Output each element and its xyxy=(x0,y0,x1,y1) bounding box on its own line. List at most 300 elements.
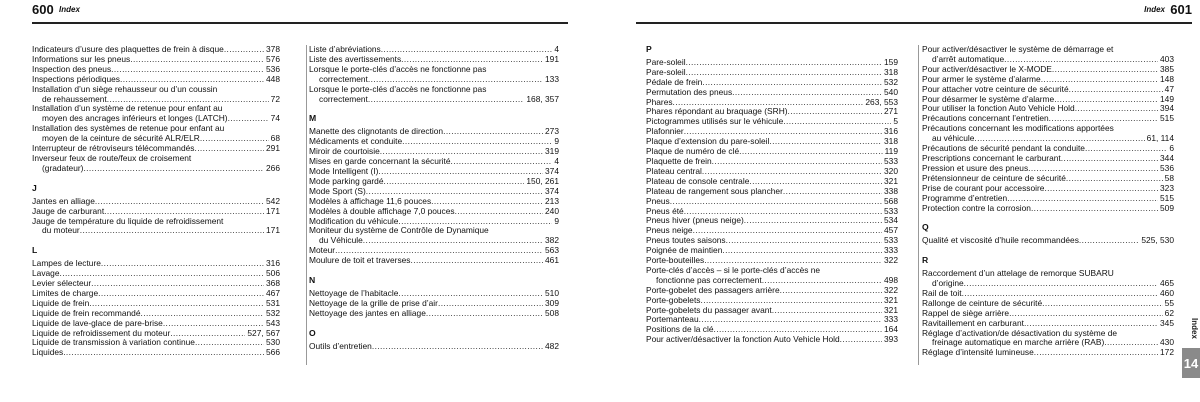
dot-leader xyxy=(1042,299,1163,309)
dot-leader xyxy=(372,342,543,352)
index-entry-text: Précautions de sécurité pendant la conduite xyxy=(922,143,1085,154)
index-entry-text: Jauge de carburant xyxy=(32,205,105,216)
index-entry-text: Mode Intelligent (I) xyxy=(309,165,379,176)
index-entry-text: Lorsque le porte-clés d’accès ne fonctionne pas xyxy=(309,63,487,74)
index-page-ref[interactable]: 498 xyxy=(884,274,898,285)
index-entry-text: d’arrêt automatique xyxy=(932,53,1005,64)
index-page-ref[interactable]: 532 xyxy=(266,307,280,318)
left-page-header xyxy=(32,0,568,24)
dot-leader xyxy=(451,157,553,167)
index-entry-text: Pneus neige xyxy=(646,225,693,236)
index-page-ref[interactable]: 322 xyxy=(884,255,898,266)
index-entry-text: Moteur xyxy=(309,245,336,256)
index-entry-text: Prise de courant pour accessoire xyxy=(922,182,1045,193)
index-page-ref[interactable]: 543 xyxy=(266,317,280,328)
dot-leader xyxy=(739,147,883,157)
index-entry-text: Ravitaillement en carburant xyxy=(922,317,1024,328)
dot-leader xyxy=(1085,144,1167,154)
index-entry[interactable] xyxy=(922,45,1174,65)
index-column-4 xyxy=(918,45,1174,365)
index-entry-text: de rehaussement xyxy=(42,93,107,104)
index-letter-heading: M xyxy=(309,113,317,124)
index-page-ref[interactable]: 531 xyxy=(266,297,280,308)
index-page-ref[interactable]: 171 xyxy=(266,225,280,236)
index-letter-heading: O xyxy=(309,327,316,338)
index-page-ref[interactable]: 430 xyxy=(1160,337,1174,348)
index-entry[interactable] xyxy=(922,269,1174,289)
index-page-ref[interactable]: 172 xyxy=(1160,347,1174,358)
index-entry-text: Inspection des pneus xyxy=(32,63,112,74)
index-entry[interactable] xyxy=(922,348,1174,358)
index-page-ref[interactable]: 321 xyxy=(884,175,898,186)
index-page-ref[interactable]: 394 xyxy=(1160,103,1174,114)
index-entry[interactable] xyxy=(309,207,559,217)
index-page-ref[interactable]: 5 xyxy=(893,116,898,127)
dot-leader xyxy=(1075,104,1158,114)
dot-leader xyxy=(111,65,264,75)
index-entry-text: Pour activer/désactiver le X-MODE xyxy=(922,63,1052,74)
index-entry-text: Liquide de lave-glace de pare-brise xyxy=(32,317,163,328)
index-entry-text: Plafonnier xyxy=(646,126,684,137)
index-entry-text: Pour attacher votre ceinture de sécurité xyxy=(922,83,1069,94)
dot-leader xyxy=(98,289,264,299)
index-entry[interactable] xyxy=(32,104,280,124)
index-entry-text: du Véhicule xyxy=(319,235,363,246)
index-page-ref[interactable]: 323 xyxy=(1160,182,1174,193)
index-entry-text: Pneus été xyxy=(646,205,684,216)
index-entry-text: du moteur xyxy=(42,225,80,236)
index-entry[interactable] xyxy=(309,309,559,319)
index-page-ref[interactable]: 316 xyxy=(266,258,280,269)
index-page-ref[interactable]: 316 xyxy=(884,126,898,137)
index-page-ref[interactable]: 321 xyxy=(884,304,898,315)
index-entry-text: Liquide de transmission à variation continue xyxy=(32,337,195,348)
index-page-ref[interactable]: 448 xyxy=(266,73,280,84)
side-tab-label: Index xyxy=(1190,318,1199,339)
index-entry-text: Pictogrammes utilisés sur le véhicule xyxy=(646,116,784,127)
index-entry-text: Liquide de frein recommandé xyxy=(32,307,141,318)
index-entry-text: Moniteur du système de Contrôle de Dynamique xyxy=(309,225,489,236)
index-page-ref[interactable]: 322 xyxy=(884,284,898,295)
index-page-ref[interactable]: 374 xyxy=(545,165,559,176)
index-entry-text: Prétensionneur de ceinture de sécurité xyxy=(922,172,1066,183)
index-page-ref[interactable]: 149 xyxy=(1160,93,1174,104)
index-page-ref[interactable]: 271 xyxy=(884,106,898,117)
index-entry-text: Modification du véhicule xyxy=(309,215,399,226)
index-column-3 xyxy=(646,45,898,345)
dot-leader xyxy=(438,299,543,309)
index-page-ref[interactable]: 536 xyxy=(266,63,280,74)
index-entry[interactable] xyxy=(309,256,559,266)
index-entry[interactable] xyxy=(32,154,280,174)
index-entry-text: freinage automatique en marche arrière (RAB) xyxy=(932,337,1105,348)
index-entry-text: Plateau central xyxy=(646,165,702,176)
dot-leader xyxy=(426,309,543,319)
index-page-ref[interactable]: 333 xyxy=(884,245,898,256)
index-page-ref[interactable]: 374 xyxy=(545,185,559,196)
dot-leader xyxy=(130,55,264,65)
index-entry-text: Positions de la clé xyxy=(646,324,714,335)
index-entry[interactable] xyxy=(32,348,280,358)
index-page-ref[interactable]: 536 xyxy=(1160,162,1174,173)
index-entry-text: Jantes en alliage xyxy=(32,195,95,206)
dot-leader xyxy=(1061,154,1158,164)
index-page-ref[interactable]: 540 xyxy=(884,86,898,97)
dot-leader xyxy=(699,315,882,325)
dot-leader xyxy=(63,348,264,358)
index-entry-text: Installation d’un siège rehausseur ou d’un coussin xyxy=(32,83,218,94)
index-page-ref[interactable]: 213 xyxy=(545,195,559,206)
index-entry[interactable] xyxy=(309,65,559,85)
dot-leader xyxy=(670,197,882,207)
index-entry-text: Plaque d’extension du pare-soleil xyxy=(646,136,770,147)
index-entry-text: Modèles à double affichage 7,0 pouces xyxy=(309,205,455,216)
index-page-ref[interactable]: 68 xyxy=(270,133,280,144)
index-letter-heading: N xyxy=(309,275,316,286)
index-entry-text: Pneus hiver (pneus neige) xyxy=(646,215,744,226)
index-entry-text: (gradateur) xyxy=(42,162,84,173)
dot-leader xyxy=(228,114,269,124)
index-entry-text: Plaquette de frein xyxy=(646,155,712,166)
index-page-ref[interactable]: 55 xyxy=(1164,297,1174,308)
index-entry-text: Protection contre la corrosion xyxy=(922,202,1031,213)
index-entry-text: Rail de toit xyxy=(922,287,962,298)
index-page-ref[interactable]: 566 xyxy=(266,347,280,358)
dot-leader xyxy=(224,45,264,55)
index-entry-text: Permutation des pneus xyxy=(646,86,733,97)
index-column-1 xyxy=(32,45,280,358)
dot-leader xyxy=(964,279,1158,289)
dot-leader xyxy=(783,187,882,197)
index-page-ref[interactable]: 320 xyxy=(884,165,898,176)
index-page-ref[interactable]: 58 xyxy=(1164,172,1174,183)
index-letter-heading: L xyxy=(32,245,38,256)
right-page-number: 601 xyxy=(1170,2,1192,17)
index-page-ref[interactable]: 333 xyxy=(884,314,898,325)
index-entry[interactable] xyxy=(922,236,1174,246)
index-page-ref[interactable]: 263, 553 xyxy=(865,96,898,107)
index-entry-text: Pare-soleil xyxy=(646,66,686,77)
index-column-2 xyxy=(306,45,559,365)
dot-leader xyxy=(726,236,882,246)
index-entry-text: Porte-bouteilles xyxy=(646,255,705,266)
index-page-ref[interactable]: 159 xyxy=(884,56,898,67)
index-letter-heading: P xyxy=(646,44,652,54)
index-entry-text: Installation d’un système de retenue pour enfant au xyxy=(32,103,223,114)
index-page-ref[interactable]: 4 xyxy=(554,44,559,54)
index-entry-text: Qualité et viscosité d’huile recommandées xyxy=(922,235,1079,246)
index-page-ref[interactable]: 534 xyxy=(884,215,898,226)
index-page-ref[interactable]: 345 xyxy=(1160,317,1174,328)
dot-leader xyxy=(1066,174,1163,184)
index-entry-text: Liquides xyxy=(32,347,64,358)
index-entry[interactable] xyxy=(922,329,1174,349)
index-page-ref[interactable]: 457 xyxy=(884,225,898,236)
index-page-ref[interactable]: 291 xyxy=(266,143,280,154)
index-page-ref[interactable]: 319 xyxy=(545,146,559,157)
index-entry[interactable] xyxy=(922,124,1174,144)
index-entry-text: Nettoyage de l’habitacle xyxy=(309,287,399,298)
index-entry-text: Précautions concernant les modifications apportées xyxy=(922,123,1114,134)
dot-leader xyxy=(194,144,264,154)
index-entry-text: Moulure de toit et traverses xyxy=(309,255,411,266)
index-page-ref[interactable]: 403 xyxy=(1160,53,1174,64)
index-page-ref[interactable]: 509 xyxy=(1160,202,1174,213)
index-page-ref[interactable]: 465 xyxy=(1160,278,1174,289)
dot-leader xyxy=(91,279,264,289)
index-entry-text: Inspections périodiques xyxy=(32,73,120,84)
index-entry[interactable] xyxy=(32,259,280,269)
index-page-ref[interactable]: 9 xyxy=(554,136,559,147)
index-page-ref[interactable]: 61, 114 xyxy=(1146,133,1174,144)
index-entry-text: Nettoyage de la grille de prise d’air xyxy=(309,297,438,308)
dot-leader xyxy=(80,226,264,236)
dot-leader xyxy=(769,137,882,147)
index-entry-text: Miroir de courtoisie xyxy=(309,146,380,157)
index-entry-text: Pour utiliser la fonction Auto Vehicle Hold xyxy=(922,103,1075,114)
index-entry-text: au véhicule xyxy=(932,133,975,144)
index-entry[interactable] xyxy=(646,266,898,286)
index-page-ref[interactable]: 508 xyxy=(545,307,559,318)
index-page-ref[interactable]: 533 xyxy=(884,205,898,216)
index-entry[interactable] xyxy=(309,85,559,105)
index-entry-text: Interrupteur de rétroviseurs télécommandés xyxy=(32,143,195,154)
index-entry-text: moyen de la ceinture de sécurité ALR/ELR xyxy=(42,133,200,144)
dot-leader xyxy=(1034,348,1158,358)
dot-leader xyxy=(381,45,553,55)
left-page-label: Index xyxy=(59,5,80,14)
index-entry-text: Plateau de console centrale xyxy=(646,175,750,186)
index-entry[interactable] xyxy=(32,207,280,217)
index-page-ref[interactable]: 510 xyxy=(545,287,559,298)
index-page-ref[interactable]: 368 xyxy=(266,278,280,289)
index-page-ref[interactable]: 318 xyxy=(884,136,898,147)
index-page-ref[interactable]: 62 xyxy=(1164,307,1174,318)
index-page-ref[interactable]: 530 xyxy=(266,337,280,348)
index-page-ref[interactable]: 533 xyxy=(884,235,898,246)
dot-leader xyxy=(410,256,543,266)
index-entry-text: Manette des clignotants de direction xyxy=(309,126,444,137)
dot-leader xyxy=(101,259,264,269)
index-entry[interactable] xyxy=(309,342,559,352)
dot-leader xyxy=(686,58,882,68)
dot-leader xyxy=(788,107,882,117)
index-entry-text: Outils d’entretien xyxy=(309,340,372,351)
index-page-ref[interactable]: 150, 261 xyxy=(526,175,559,186)
right-page-header xyxy=(636,0,1192,24)
index-page-ref[interactable]: 515 xyxy=(1160,192,1174,203)
index-entry-text: Réglage d’activation/de désactivation du système de xyxy=(922,327,1118,338)
index-page-ref[interactable]: 482 xyxy=(545,340,559,351)
index-letter-heading: J xyxy=(32,182,37,193)
index-entry-text: Pare-soleil xyxy=(646,56,686,67)
index-entry-text: Lavage xyxy=(32,268,60,279)
dot-leader xyxy=(443,127,543,137)
dot-leader xyxy=(83,164,264,174)
index-page-ref[interactable]: 321 xyxy=(884,294,898,305)
index-entry[interactable] xyxy=(32,85,280,105)
index-entry-text: Jauge de température du liquide de refroidissement xyxy=(32,215,224,226)
left-page-number: 600 xyxy=(32,2,54,17)
index-entry-text: Pour armer le système d’alarme xyxy=(922,73,1041,84)
index-page-ref[interactable]: 527, 567 xyxy=(247,327,280,338)
index-page-ref[interactable]: 74 xyxy=(270,113,280,124)
index-entry-text: Liste d’abréviations xyxy=(309,44,381,54)
index-page-ref[interactable]: 506 xyxy=(266,268,280,279)
index-entry-text: Portemanteau xyxy=(646,314,699,325)
dot-leader xyxy=(1104,338,1158,348)
index-page-ref[interactable]: 378 xyxy=(266,44,280,54)
index-entry-text: moyen des ancrages inférieurs et longes (LATCH) xyxy=(42,113,228,124)
index-entry-text: Programme d’entretien xyxy=(922,192,1008,203)
dot-leader xyxy=(722,246,882,256)
index-entry-text: Médicaments et conduite xyxy=(309,136,403,147)
index-page-ref[interactable]: 273 xyxy=(545,126,559,137)
index-entry-text: Plaque de numéro de clé xyxy=(646,146,740,157)
index-page-ref[interactable]: 164 xyxy=(884,324,898,335)
index-page-ref[interactable]: 515 xyxy=(1160,113,1174,124)
index-page-ref[interactable]: 525, 530 xyxy=(1141,235,1174,246)
dot-leader xyxy=(195,338,264,348)
index-entry-text: Porte-gobelets du passager avant xyxy=(646,304,772,315)
index-entry-text: Liste des avertissements xyxy=(309,53,402,64)
dot-leader xyxy=(783,117,891,127)
index-page-ref[interactable]: 171 xyxy=(266,205,280,216)
dot-leader xyxy=(104,207,264,217)
index-page-ref[interactable]: 9 xyxy=(554,215,559,226)
index-page-ref[interactable]: 568 xyxy=(884,195,898,206)
dot-leader xyxy=(1007,194,1158,204)
index-entry[interactable] xyxy=(32,338,280,348)
index-entry[interactable] xyxy=(646,335,898,345)
dot-leader xyxy=(1052,65,1158,75)
index-page-ref[interactable]: 460 xyxy=(1160,287,1174,298)
index-entry-text: Mises en garde concernant la sécurité xyxy=(309,156,451,167)
index-page-ref[interactable]: 47 xyxy=(1164,83,1174,94)
index-page-ref[interactable]: 148 xyxy=(1160,73,1174,84)
index-entry-text: Pour désarmer le système d’alarme xyxy=(922,93,1055,104)
index-page-ref[interactable]: 266 xyxy=(266,162,280,173)
index-entry-text: Modèles à affichage 11,6 pouces xyxy=(309,195,432,206)
index-entry-text: Phares xyxy=(646,96,673,107)
index-entry-text: Mode Sport (S) xyxy=(309,185,366,196)
index-entry-text: correctement xyxy=(319,93,368,104)
index-entry-text: Levier sélecteur xyxy=(32,278,92,289)
index-entry-text: fonctionne pas correctement xyxy=(656,274,762,285)
index-entry-text: Lampes de lecture xyxy=(32,258,101,269)
index-entry-text: Indicateurs d’usure des plaquettes de frein à disque xyxy=(32,44,224,54)
index-page-ref[interactable]: 385 xyxy=(1160,63,1174,74)
dot-leader xyxy=(1079,236,1140,246)
dot-leader xyxy=(1031,204,1158,214)
index-entry-text: Porte-gobelet des passagers arrière xyxy=(646,284,780,295)
index-entry-text: Raccordement d’un attelage de remorque SUBARU xyxy=(922,268,1114,279)
dot-leader xyxy=(780,286,882,296)
index-entry[interactable] xyxy=(309,226,559,246)
dot-leader xyxy=(363,236,543,246)
index-entry-text: Installation des systèmes de retenue pour enfant au xyxy=(32,123,225,134)
index-entry[interactable] xyxy=(646,88,898,98)
index-page-ref[interactable]: 4 xyxy=(554,156,559,167)
index-page-ref[interactable]: 532 xyxy=(884,76,898,87)
index-page-ref[interactable]: 393 xyxy=(884,334,898,345)
index-page-ref[interactable]: 168, 357 xyxy=(526,93,559,104)
index-entry-text: Nettoyage des jantes en alliage xyxy=(309,307,426,318)
index-entry-text: d’origine xyxy=(932,278,964,289)
index-entry-text: Pneus toutes saisons xyxy=(646,235,726,246)
index-page-ref[interactable]: 72 xyxy=(270,93,280,104)
index-page-ref[interactable]: 338 xyxy=(884,185,898,196)
index-entry-text: Porte-clés d’accès – si le porte-clés d’accès ne xyxy=(646,264,821,275)
dot-leader xyxy=(744,216,882,226)
dot-leader xyxy=(712,157,882,167)
index-entry-text: Porte-gobelets xyxy=(646,294,701,305)
dot-leader xyxy=(378,167,543,177)
index-entry[interactable] xyxy=(922,204,1174,214)
index-entry[interactable] xyxy=(32,217,280,237)
index-letter-heading: Q xyxy=(922,222,929,233)
index-entry-text: Liquide de refroidissement du moteur xyxy=(32,327,171,338)
index-entry[interactable] xyxy=(646,187,898,197)
side-tab-number: 14 xyxy=(1182,348,1200,378)
index-page-ref[interactable]: 133 xyxy=(545,73,559,84)
index-page-ref[interactable]: 318 xyxy=(884,66,898,77)
index-entry-text: Phares répondant au braquage (SRH) xyxy=(646,106,788,117)
dot-leader xyxy=(772,306,882,316)
index-entry-text: Pour activer/désactiver la fonction Auto Vehicle Hold xyxy=(646,334,840,345)
index-entry-text: Précautions concernant l’entretien xyxy=(922,113,1049,124)
dot-leader xyxy=(1009,309,1163,319)
chapter-side-tab[interactable] xyxy=(1182,318,1200,388)
index-page-ref[interactable]: 191 xyxy=(545,53,559,64)
dot-leader xyxy=(732,88,882,98)
index-page-ref[interactable]: 309 xyxy=(545,297,559,308)
index-entry-text: correctement xyxy=(319,73,368,84)
index-entry-text: Liquide de frein xyxy=(32,297,90,308)
index-page-ref[interactable]: 563 xyxy=(545,245,559,256)
index-page-ref[interactable]: 240 xyxy=(545,205,559,216)
dot-leader xyxy=(368,95,525,105)
index-entry[interactable] xyxy=(646,197,898,207)
index-page-ref[interactable]: 576 xyxy=(266,53,280,64)
index-page-ref[interactable]: 6 xyxy=(1169,143,1174,154)
index-page-ref[interactable]: 119 xyxy=(884,146,898,157)
index-page-ref[interactable]: 467 xyxy=(266,287,280,298)
index-page-ref[interactable]: 382 xyxy=(545,235,559,246)
dot-leader xyxy=(384,177,525,187)
index-entry-text: Pédale de frein xyxy=(646,76,703,87)
index-entry-text: Poignée de maintien xyxy=(646,245,723,256)
index-entry[interactable] xyxy=(32,124,280,144)
dot-leader xyxy=(1069,85,1163,95)
dot-leader xyxy=(686,68,882,78)
index-page-ref[interactable]: 542 xyxy=(266,195,280,206)
dot-leader xyxy=(402,137,552,147)
index-entry[interactable] xyxy=(922,194,1174,204)
index-entry-text: Limites de charge xyxy=(32,287,99,298)
index-page-ref[interactable]: 533 xyxy=(884,155,898,166)
index-entry-text: Réglage d’intensité lumineuse xyxy=(922,347,1034,358)
right-page-label: Index xyxy=(1144,5,1165,14)
index-entry-text: Pour activer/désactiver le système de démarrage et xyxy=(922,44,1114,54)
dot-leader xyxy=(455,207,543,217)
index-entry-text: Rappel de siège arrière xyxy=(922,307,1010,318)
index-entry-text: Pression et usure des pneus xyxy=(922,162,1029,173)
index-page-ref[interactable]: 344 xyxy=(1160,152,1174,163)
index-entry-text: Rallonge de ceinture de sécurité xyxy=(922,297,1043,308)
index-page-ref[interactable]: 461 xyxy=(545,255,559,266)
index-entry-text: Informations sur les pneus xyxy=(32,53,131,64)
